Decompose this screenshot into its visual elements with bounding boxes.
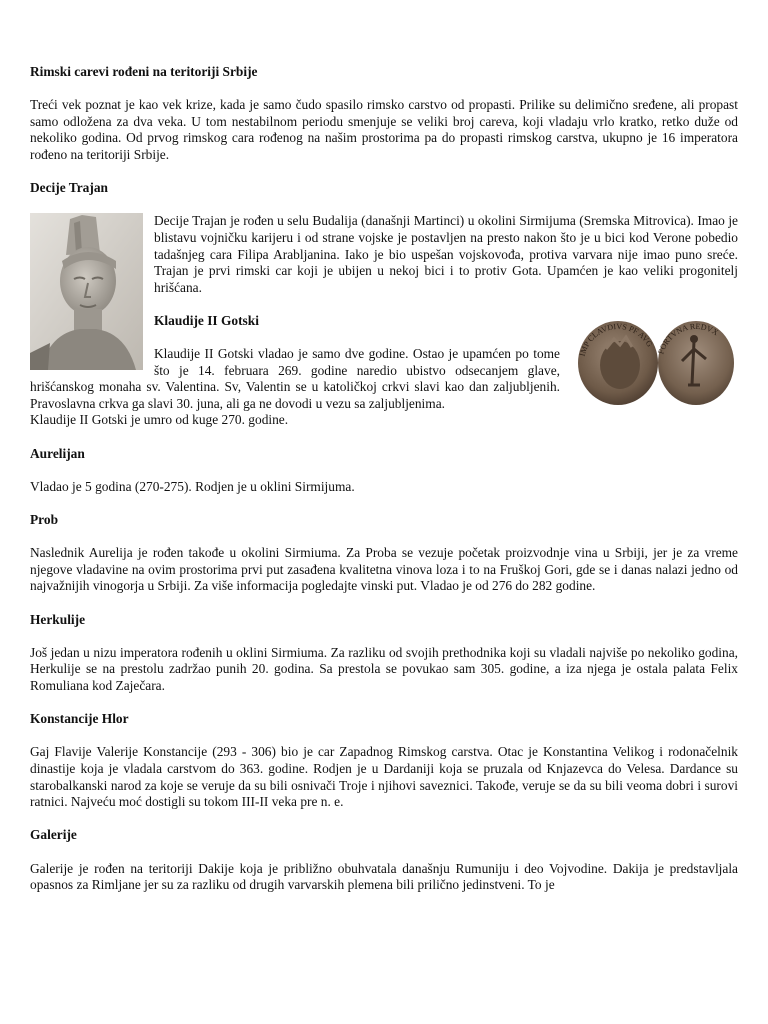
heading-galerije: Galerije	[30, 827, 77, 843]
coin-reverse-inscription: FORTVNA REDVX	[656, 321, 720, 356]
heading-herkulije: Herkulije	[30, 611, 86, 627]
intro-paragraph: Treći vek poznat je kao vek krize, kada je samo čudo spasilo rimsko carstvo od propasti. Prilike su delimično sređene, ali propast samo odložena za dva veka. U tom nestabilnom periodu smenjuje se veliki broj careva, koji vladaju vrlo kratko, retko duže od nekoliko godina. Od prvog rimskog cara rođenog na našim prostorima pa do propasti rimskog carstva, ukupno je 16 imperatora rođeno na teritoriji Srbije.	[30, 97, 738, 162]
document-page	[30, 64, 738, 910]
document-title: Rimski carevi rođeni na teritoriji Srbije	[30, 64, 258, 79]
decius-bust-image	[30, 213, 143, 370]
claudius-coins-image	[570, 315, 738, 409]
aurelijan-paragraph: Vladao je 5 godina (270-275). Rodjen je u oklini Sirmijuma.	[30, 478, 355, 494]
heading-prob: Prob	[30, 512, 59, 528]
heading-klaudije-ii-gotski: Klaudije II Gotski	[154, 312, 259, 328]
klaudije-paragraph: Klaudije II Gotski vladao je samo dve godine. Ostao je upamćen po tome što je 14. februara 269. godine naredio ubistvo odsecanjem glave, hrišćanskog monaha sv. Valentina. Sv, Valentin se u katoličkoj crkvi slavi kao dan zaljubljenih. Pravoslavna crkva ga slavi 30. juna, ali ga ne dovodi u vezu sa zaljubljenima.	[30, 346, 560, 411]
galerije-paragraph: Galerije je rođen na teritoriji Dakije koja je približno obuhvatala današnju Rumuniju i deo Vojvodine. Dakija je predstavljala opasnos za Rimljane jer su za razliku od drugih varvarskih plemena bili prilično jedinstveni. To je	[30, 860, 738, 893]
decije-trajan-paragraph: Decije Trajan je rođen u selu Budalija (današnji Martinci) u okolini Sirmijuma (Sremska Mitrovica). Imao je blistavu vojničku karijeru i od strane vojske je postavljen na presto nakon što je u bici kod Verone pobedio tadašnjeg cara Filipa Arabljanina. Iako je bio uspešan vojskovođa, protiva varvara nije imao puno sreće. Trajan je prvi rimski car koji je ubijen u nekoj bici i to protiv Gota. Upamćen je kao veliki progonitelj hrišćana.	[154, 213, 738, 295]
coin-obverse-inscription: IMP CLAVDIVS PF AVG	[577, 321, 655, 358]
emperors-block-top	[30, 213, 738, 445]
konstancije-paragraph: Gaj Flavije Valerije Konstancije (293 - 306) bio je car Zapadnog Rimskog carstva. Otac je Konstantina Velikog i rodonačelnik dinastije koja je vladala carstvom do 363. godine. Rodjen je u Dardaniji koja se pruzala od Knjazevca do Velesa. Dardance su starobalkanski narod za koje se veruje da su bili osnivači Troje i njihovi saveznici. Takođe, veruje se da su bili veoma dobri i surovi ratnici. Najveću moć dostigli su tokom III-II veka pre n. e.	[30, 744, 738, 810]
heading-aurelijan: Aurelijan	[30, 445, 85, 461]
herkulije-paragraph: Još jedan u nizu imperatora rođenih u oklini Sirmiuma. Za razliku od svojih prethodnika koji su vladali najviše po nekoliko godina, Herkulije se na prestolu zadržao punih 20. godina. Sa prestola se povukao sam 305. godine, a iza njega je ostala palata Felix Romuliana kod Zaječara.	[30, 644, 738, 693]
klaudije-death-line: Klaudije II Gotski je umro od kuge 270. godine.	[30, 412, 289, 428]
prob-paragraph: Naslednik Aurelija je rođen takođe u okolini Sirmiuma. Za Proba se vezuje početak proizvodnje vina u Srbiji, jer je za vreme njegove vladavine na ovim prostorima prvi put zasađena kvalitetna vinova loza i to na Fruškoj Gori, gde se i danas nalazi jedno od najvažnijih vinogorja u Srbiji. Za više informacija pogledajte vinski put. Vladao je od 276 do 282 godine.	[30, 545, 738, 594]
heading-konstancije-hlor: Konstancije Hlor	[30, 711, 129, 727]
heading-decije-trajan: Decije Trajan	[30, 180, 108, 196]
